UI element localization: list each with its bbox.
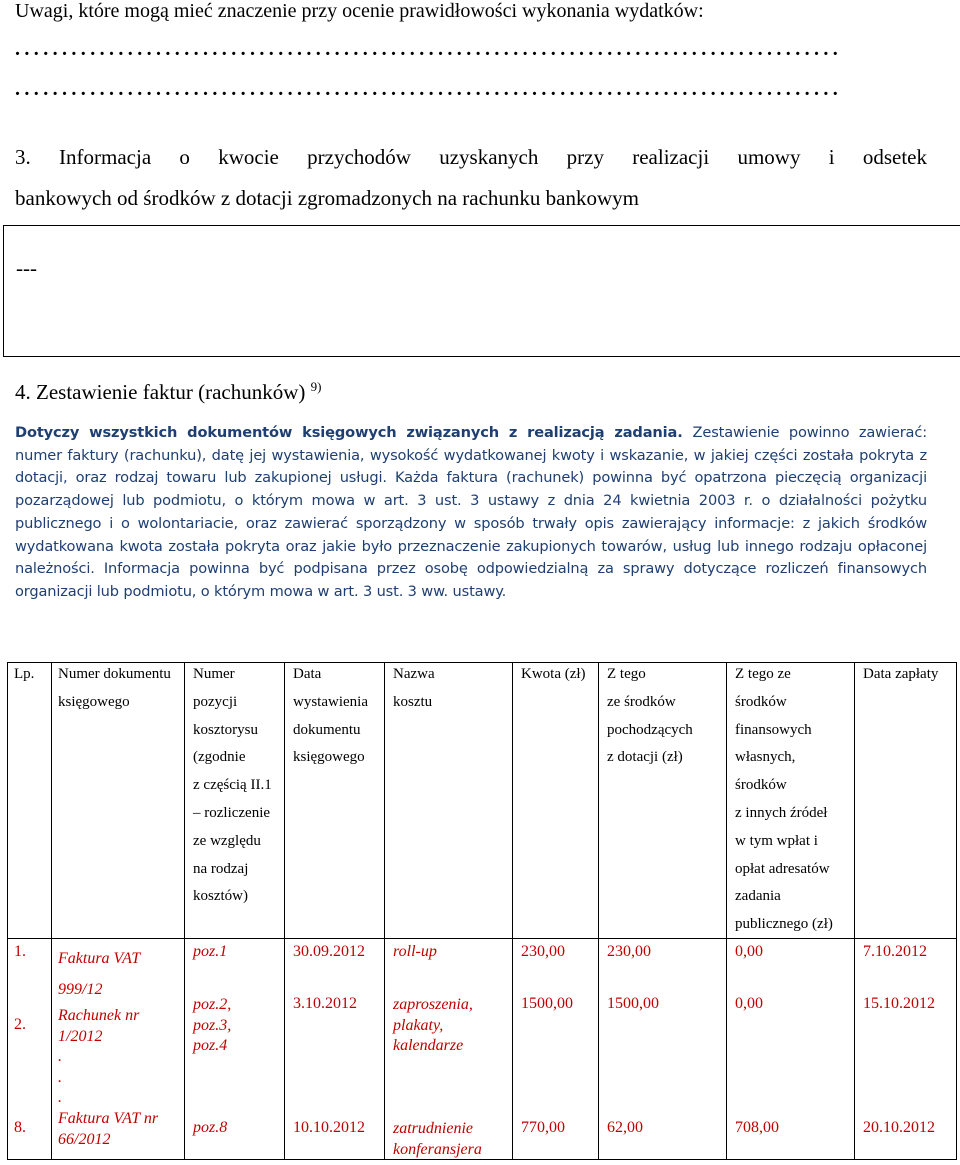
cell-line: poz.8 (193, 1119, 228, 1136)
header-from-other (735, 661, 833, 939)
header-line: zadania (735, 888, 781, 905)
cell-line: Faktura VAT (58, 950, 141, 967)
header-line: Lp. (14, 666, 35, 682)
header-line: (zgodnie (193, 749, 246, 766)
header-line: finansowych (735, 721, 812, 738)
row-paid: 20.10.2012 (863, 1119, 935, 1136)
row-other: 0,00 (735, 943, 763, 960)
header-issue-date (293, 661, 368, 772)
row-grant: 1500,00 (607, 995, 659, 1012)
row-amount: 230,00 (521, 943, 565, 960)
cell-line: poz.4 (193, 1037, 228, 1054)
table-col-divider (51, 663, 52, 1159)
instructions-body: Zestawienie powinno zawierać: numer faktury (rachunku), datę jej wystawienia, wysokość wydatkowanej kwoty i wskazanie, w jakiej części została pokryta z dotacji, oraz rodzaj towaru lub zakupionej usługi. Każda faktura (rachunek) powinna być opatrzona pieczęcią organizacji pozarządowej lub podmiotu, o którym mowa w art. 3 ust. 3 ustawy z dnia 24 kwietnia 2003 r. o działalności pożytku publicznego i o wolontariacie, oraz zawierać sporządzony w sposób trwały opis zawierający informacje: z jakich środków wydatkowana kwota została pokryta oraz jakie było przeznaczenie zakupionych towarów, usług lub innego rodzaju opłaconej należności. Informacja powinna być podpisana przez osobę odpowiedzialną za sprawy dotyczące rozliczeń finansowych organizacji lub podmiotu, o którym mowa w art. 3 ust. 3 ww. ustawy. (15, 424, 927, 600)
header-line: z innych źródeł (735, 804, 828, 821)
table-col-divider (284, 663, 285, 1159)
header-line: własnych, (735, 749, 796, 766)
table-col-divider (854, 663, 855, 1159)
header-doc-number (58, 661, 171, 717)
notes-dots-line-2: ........................................................................................ (15, 78, 843, 100)
header-line: Nazwa (393, 666, 435, 682)
income-info-value: --- (16, 256, 37, 280)
header-line: – rozliczenie (193, 804, 271, 821)
cell-line: 999/12 (58, 981, 103, 998)
cell-line: . (58, 1068, 62, 1086)
header-line: z dotacji (zł) (607, 749, 683, 766)
row-cost (393, 943, 437, 961)
cell-line: konferansjera (393, 1140, 482, 1158)
row-date: 3.10.2012 (293, 995, 357, 1012)
header-line: Z tego (607, 666, 646, 682)
header-from-grant (607, 661, 693, 772)
row-date: 30.09.2012 (293, 943, 365, 960)
section-4-title-text: 4. Zestawienie faktur (rachunków) (15, 380, 306, 404)
header-line: wystawienia (293, 693, 368, 710)
cell-line: poz.2, (193, 996, 232, 1013)
section-3-title-line-2: bankowych od środków z dotacji zgromadzonych na rachunku bankowym (15, 186, 639, 210)
row-grant: 62,00 (607, 1119, 643, 1136)
header-line: Numer dokumentu (58, 666, 171, 682)
row-lp: 1. (14, 943, 26, 960)
table-col-divider (726, 663, 727, 1159)
header-line: Data zapłaty (863, 666, 939, 682)
cell-line: Rachunek nr (58, 1007, 140, 1024)
header-line: księgowego (58, 693, 130, 710)
cell-line: 66/2012 (58, 1130, 111, 1148)
section-4-title (15, 380, 321, 405)
row-lp: 2. (14, 1016, 26, 1033)
row-amount: 1500,00 (521, 995, 573, 1012)
row-grant: 230,00 (607, 943, 651, 960)
cell-line: . (58, 1048, 62, 1065)
instructions-lead: Dotyczy wszystkich dokumentów księgowych związanych z realizacją zadania. (15, 424, 683, 441)
header-line: dokumentu (293, 721, 361, 738)
row-doc (58, 943, 140, 1005)
notes-dots-line-1: ........................................................................................ (15, 38, 843, 60)
cell-line: . (58, 1089, 62, 1106)
cell-line: roll-up (393, 943, 437, 960)
row-doc (58, 1006, 139, 1109)
header-line: środków (735, 693, 787, 710)
header-line: Z tego ze (735, 666, 791, 682)
cell-line: plakaty, (393, 1016, 444, 1034)
row-other: 0,00 (735, 995, 763, 1012)
row-paid: 7.10.2012 (863, 943, 927, 960)
header-line: Data (293, 666, 322, 682)
header-line: kosztorysu (193, 721, 258, 738)
notes-label: Uwagi, które mogą mieć znaczenie przy ocenie prawidłowości wykonania wydatków: (15, 0, 704, 22)
row-other: 708,00 (735, 1119, 779, 1136)
row-cost (393, 1119, 482, 1160)
header-line: w tym wpłat i (735, 832, 818, 849)
cell-line: zatrudnienie (393, 1120, 473, 1137)
cell-line: poz.3, (193, 1016, 232, 1034)
header-line: kosztów) (193, 888, 248, 905)
row-cost (393, 995, 473, 1057)
section-4-instructions (15, 422, 927, 604)
table-col-divider (384, 663, 385, 1159)
header-line: kosztu (393, 693, 433, 710)
row-amount: 770,00 (521, 1119, 565, 1136)
table-col-divider (512, 663, 513, 1159)
table-col-divider (184, 663, 185, 1159)
header-line: Kwota (zł) (521, 666, 586, 682)
cell-line: zaproszenia, (393, 996, 473, 1013)
header-line: na rodzaj (193, 860, 249, 877)
header-line: pozycji (193, 693, 238, 710)
row-paid: 15.10.2012 (863, 995, 935, 1012)
row-item (193, 995, 231, 1057)
footnote-marker: 9) (310, 379, 322, 394)
row-date: 10.10.2012 (293, 1119, 365, 1136)
header-payment-date (863, 661, 938, 689)
header-line: ze względu (193, 832, 261, 849)
table-col-divider (598, 663, 599, 1159)
cell-line: kalendarze (393, 1037, 464, 1054)
header-amount (521, 661, 586, 689)
header-item-number (193, 661, 272, 911)
header-line: Numer (193, 666, 235, 682)
invoice-table (7, 662, 957, 1160)
header-line: księgowego (293, 749, 365, 766)
header-lp (14, 661, 34, 689)
header-cost-name (393, 661, 435, 717)
cell-line: Faktura VAT nr (58, 1110, 159, 1127)
header-line: ze środków (607, 693, 676, 710)
income-info-box (3, 225, 960, 357)
header-line: środków (735, 777, 787, 794)
header-line: z częścią II.1 (193, 777, 272, 794)
row-doc (58, 1109, 158, 1150)
row-item (193, 943, 227, 961)
cell-line: poz.1 (193, 943, 228, 960)
cell-line: 1/2012 (58, 1027, 103, 1045)
row-item (193, 1119, 227, 1137)
row-lp: 8. (14, 1119, 26, 1136)
header-line: pochodzących (607, 721, 693, 738)
section-3-title-line-1: 3. Informacja o kwocie przychodów uzyskanych przy realizacji umowy i odsetek (15, 145, 927, 169)
header-line: publicznego (zł) (735, 916, 833, 933)
header-line: opłat adresatów (735, 860, 830, 877)
